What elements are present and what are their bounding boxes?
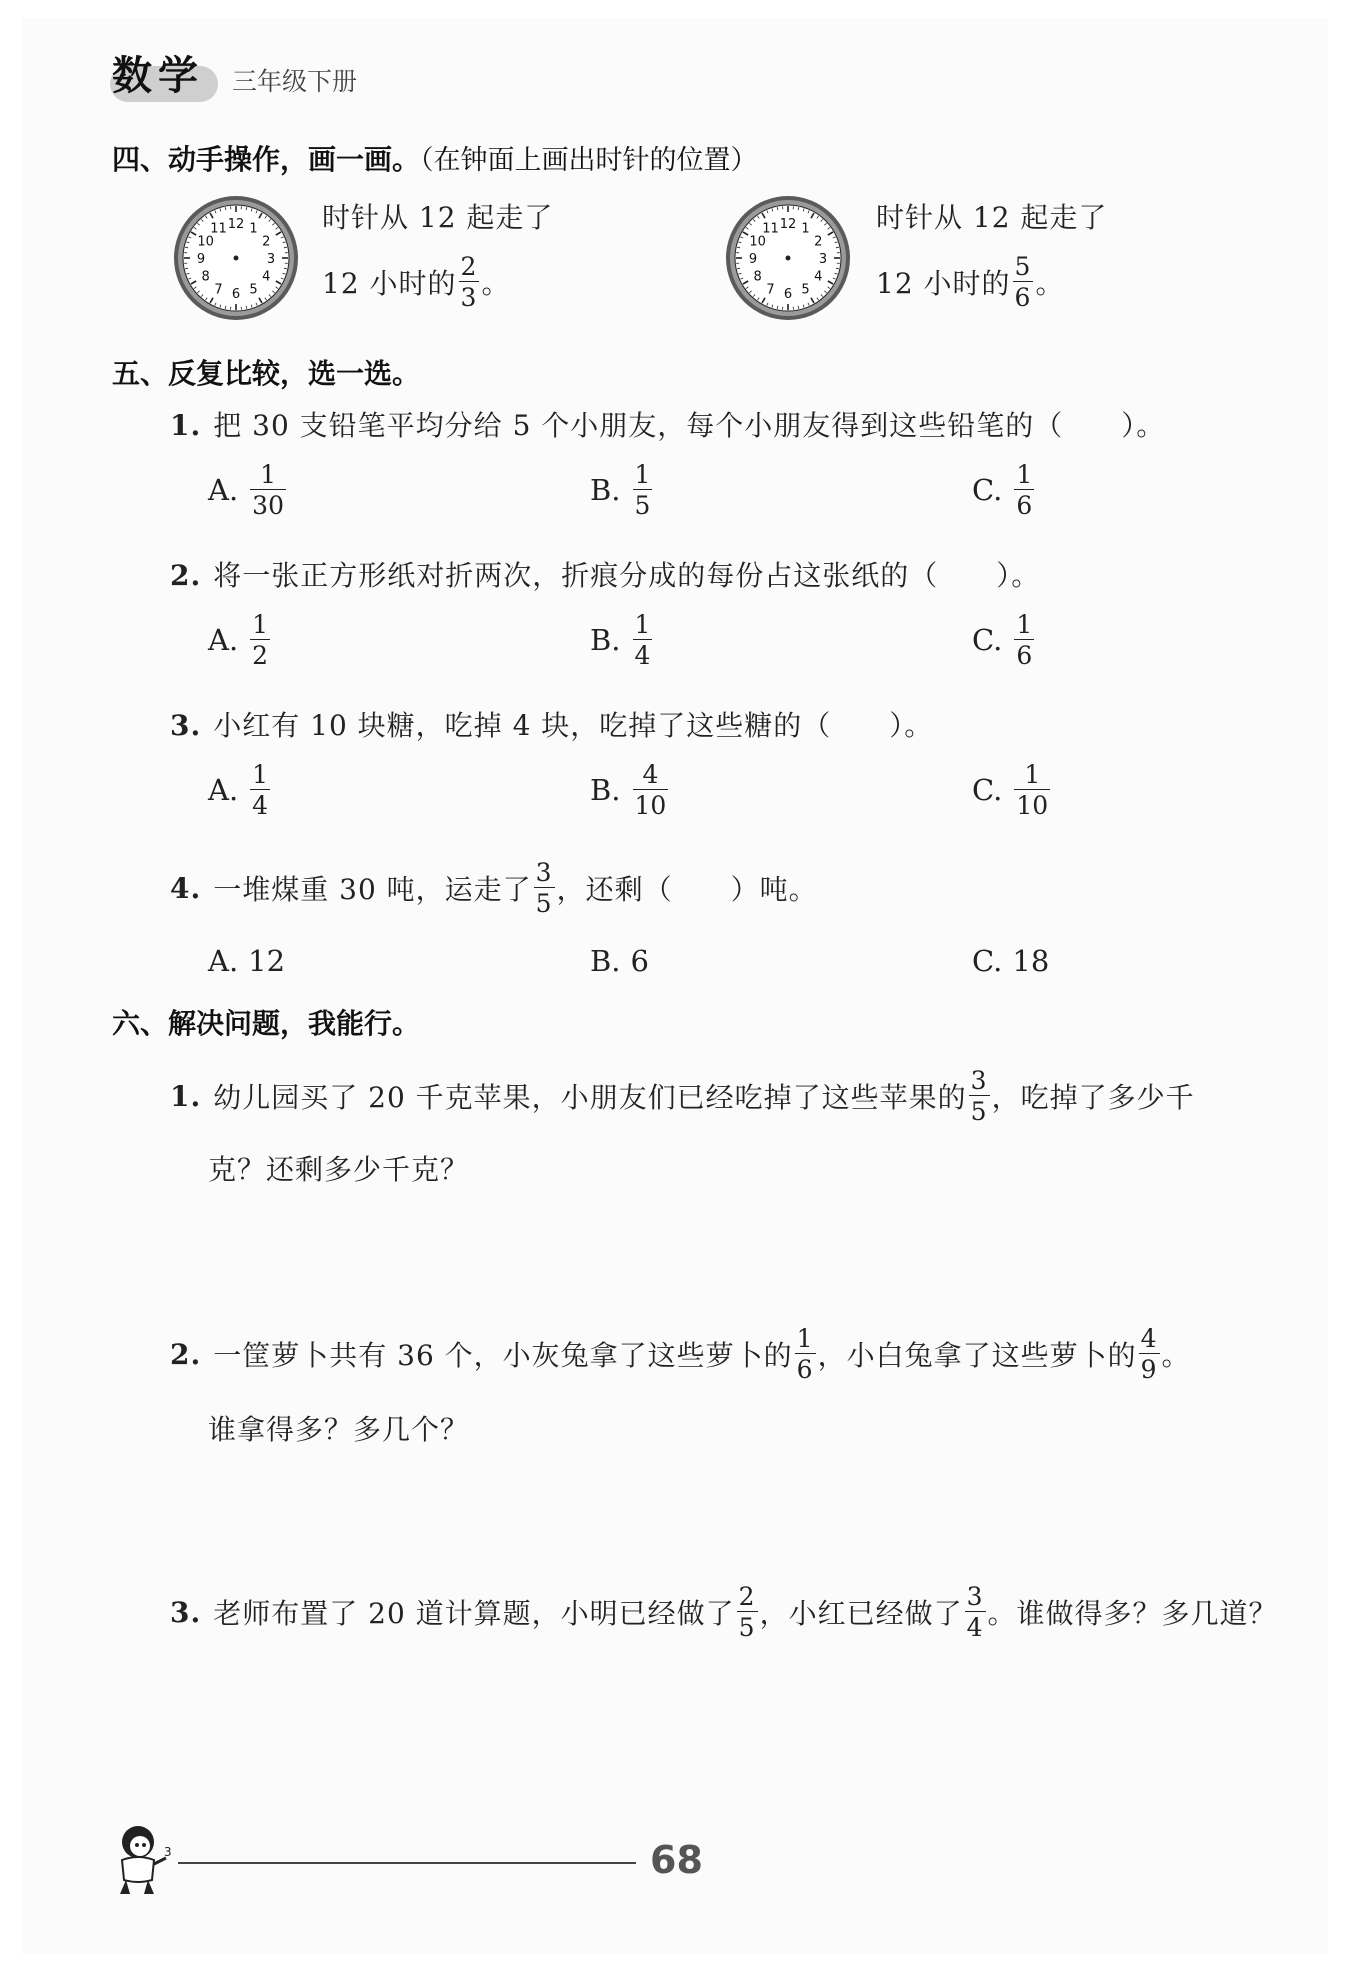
numerator: 1 bbox=[252, 610, 269, 639]
problem-text-after: 。谁做得多？多几道？ bbox=[987, 1597, 1278, 1630]
denominator: 4 bbox=[252, 791, 269, 820]
question-number: 2. bbox=[170, 559, 202, 592]
clock-face-1[interactable] bbox=[170, 192, 302, 324]
fraction bbox=[633, 762, 669, 818]
footer-rule bbox=[178, 1862, 636, 1864]
denominator: 5 bbox=[634, 491, 651, 520]
clock-1-line2 bbox=[322, 254, 510, 310]
answer-area-1[interactable] bbox=[170, 1200, 1270, 1300]
option-label: B. bbox=[590, 773, 621, 807]
problem-2-line2: 谁拿得多？多几个？ bbox=[208, 1413, 470, 1446]
numerator: 2 bbox=[738, 1582, 756, 1611]
question-1 bbox=[170, 404, 1165, 444]
problem-number: 3. bbox=[170, 1595, 202, 1629]
problem-text-after: 。 bbox=[1161, 1339, 1191, 1372]
subject-title: 数学 bbox=[112, 53, 204, 99]
question-text-after: ，还剩（ ）吨。 bbox=[556, 873, 818, 906]
q3-option-b[interactable] bbox=[590, 762, 670, 818]
option-label: C. bbox=[972, 944, 1003, 978]
fraction bbox=[965, 1584, 986, 1640]
numerator: 5 bbox=[1014, 252, 1032, 281]
question-4 bbox=[170, 860, 818, 916]
q2-option-b[interactable] bbox=[590, 612, 654, 668]
option-label: C. bbox=[972, 623, 1003, 657]
fraction bbox=[459, 254, 480, 310]
clock-number: 9 bbox=[748, 252, 758, 267]
option-label: B. bbox=[590, 623, 621, 657]
problem-text-mid: ，小白兔拿了这些萝卜的 bbox=[817, 1339, 1137, 1372]
option-value: 6 bbox=[630, 944, 649, 978]
question-2 bbox=[170, 554, 1040, 594]
fraction bbox=[250, 612, 270, 668]
problem-3 bbox=[170, 1584, 1278, 1640]
question-number: 3. bbox=[170, 709, 202, 742]
denominator: 3 bbox=[460, 283, 478, 312]
clock-number: 3 bbox=[818, 252, 828, 267]
problem-number: 1. bbox=[170, 1079, 202, 1113]
clock-number: 10 bbox=[749, 234, 766, 250]
clock-number: 5 bbox=[249, 282, 258, 298]
problem-1-line2: 克？还剩多少千克？ bbox=[208, 1153, 470, 1186]
q1-option-b[interactable] bbox=[590, 462, 654, 518]
clock-number: 12 bbox=[779, 217, 797, 232]
option-label: A. bbox=[208, 473, 239, 507]
question-text-before: 一堆煤重 30 吨，运走了 bbox=[213, 873, 532, 906]
problem-text-before: 老师布置了 20 道计算题，小明已经做了 bbox=[213, 1597, 735, 1630]
fraction bbox=[737, 1584, 758, 1640]
fraction bbox=[969, 1068, 990, 1124]
clock-number: 4 bbox=[814, 269, 823, 285]
clock-number: 11 bbox=[762, 221, 779, 237]
q4-option-c[interactable] bbox=[972, 944, 1049, 978]
problem-text-before: 幼儿园买了 20 千克苹果，小朋友们已经吃掉了这些苹果的 bbox=[213, 1081, 967, 1114]
clock-number: 8 bbox=[753, 269, 762, 285]
fraction bbox=[1139, 1326, 1160, 1382]
denominator: 6 bbox=[1014, 283, 1032, 312]
clock-face-2[interactable] bbox=[722, 192, 854, 324]
problem-2 bbox=[170, 1326, 1191, 1382]
q1-option-c[interactable] bbox=[972, 462, 1036, 518]
problem-text-mid: ，小红已经做了 bbox=[759, 1597, 963, 1630]
clock-number: 5 bbox=[801, 282, 810, 298]
clock-number: 8 bbox=[201, 269, 210, 285]
numerator: 1 bbox=[634, 460, 651, 489]
numerator: 3 bbox=[966, 1582, 984, 1611]
question-text: 把 30 支铅笔平均分给 5 个小朋友，每个小朋友得到这些铅笔的（ ）。 bbox=[213, 409, 1166, 442]
q2-option-c[interactable] bbox=[972, 612, 1036, 668]
denominator: 6 bbox=[1016, 491, 1033, 520]
clock-number: 6 bbox=[231, 287, 241, 302]
fraction bbox=[250, 462, 286, 518]
option-label: C. bbox=[972, 773, 1003, 807]
denominator: 5 bbox=[970, 1097, 988, 1126]
fraction bbox=[1014, 612, 1034, 668]
fraction bbox=[633, 462, 653, 518]
denominator: 6 bbox=[1016, 641, 1033, 670]
mascot-icon bbox=[108, 1820, 178, 1900]
clock-center bbox=[234, 256, 239, 261]
q4-option-a[interactable] bbox=[208, 944, 285, 978]
q1-option-a[interactable] bbox=[208, 462, 288, 518]
section-6-title: 六、解决问题，我能行。 bbox=[112, 1007, 421, 1040]
numerator: 4 bbox=[642, 760, 659, 789]
numerator: 4 bbox=[1140, 1324, 1158, 1353]
numerator: 1 bbox=[1016, 610, 1033, 639]
numerator: 1 bbox=[1024, 760, 1041, 789]
problem-text-before: 一筐萝卜共有 36 个，小灰兔拿了这些萝卜的 bbox=[213, 1339, 793, 1372]
q3-option-c[interactable] bbox=[972, 762, 1052, 818]
problem-number: 2. bbox=[170, 1337, 202, 1371]
numerator: 3 bbox=[535, 858, 553, 887]
question-number: 4. bbox=[170, 871, 202, 905]
clock-number: 7 bbox=[766, 282, 775, 298]
clock-number: 10 bbox=[197, 234, 214, 250]
option-label: A. bbox=[208, 623, 239, 657]
numerator: 1 bbox=[634, 610, 651, 639]
section-4-title: 四、动手操作，画一画。 bbox=[112, 143, 421, 176]
section-4-note: （在钟面上画出时针的位置） bbox=[420, 145, 758, 176]
question-text: 将一张正方形纸对折两次，折痕分成的每份占这张纸的（ ）。 bbox=[213, 559, 1041, 592]
answer-area-2[interactable] bbox=[170, 1460, 1270, 1560]
denominator: 9 bbox=[1140, 1355, 1158, 1384]
denominator: 30 bbox=[252, 491, 284, 520]
fraction bbox=[633, 612, 653, 668]
denominator: 2 bbox=[252, 641, 269, 670]
option-value: 18 bbox=[1012, 944, 1050, 978]
option-label: A. bbox=[208, 944, 239, 978]
fraction bbox=[1014, 462, 1034, 518]
denominator: 6 bbox=[796, 1355, 814, 1384]
denominator: 5 bbox=[738, 1613, 756, 1642]
clock-number: 7 bbox=[214, 282, 223, 298]
fraction bbox=[795, 1326, 816, 1382]
clock-number: 9 bbox=[196, 252, 206, 267]
clock-2-line1: 时针从 12 起走了 bbox=[876, 201, 1108, 234]
numerator: 1 bbox=[260, 460, 277, 489]
clock-center bbox=[786, 256, 791, 261]
q4-option-b[interactable] bbox=[590, 944, 649, 978]
q3-option-a[interactable] bbox=[208, 762, 272, 818]
denominator: 5 bbox=[535, 889, 553, 918]
denominator: 4 bbox=[966, 1613, 984, 1642]
fraction bbox=[1014, 762, 1050, 818]
fraction bbox=[250, 762, 270, 818]
clock-number: 3 bbox=[266, 252, 276, 267]
question-number: 1. bbox=[170, 409, 202, 442]
denominator: 4 bbox=[634, 641, 651, 670]
problem-text-after: ，吃掉了多少千 bbox=[991, 1081, 1195, 1114]
numerator: 3 bbox=[970, 1066, 988, 1095]
denominator: 10 bbox=[634, 791, 667, 820]
clock-2-suffix: 。 bbox=[1035, 267, 1065, 300]
option-label: C. bbox=[972, 473, 1003, 507]
question-text: 小红有 10 块糖，吃掉 4 块，吃掉了这些糖的（ ）。 bbox=[213, 709, 934, 742]
clock-1-suffix: 。 bbox=[481, 267, 511, 300]
clock-2-line2 bbox=[876, 254, 1064, 310]
clock-1-prefix: 12 小时的 bbox=[322, 267, 457, 300]
clock-number: 4 bbox=[262, 269, 271, 285]
option-label: B. bbox=[590, 944, 621, 978]
numerator: 1 bbox=[252, 760, 269, 789]
page-number: 68 bbox=[650, 1838, 703, 1882]
numerator: 1 bbox=[796, 1324, 814, 1353]
denominator: 10 bbox=[1016, 791, 1049, 820]
clock-2-prefix: 12 小时的 bbox=[876, 267, 1011, 300]
option-label: A. bbox=[208, 773, 239, 807]
clock-number: 1 bbox=[801, 221, 810, 237]
option-value: 12 bbox=[248, 944, 286, 978]
grade-label: 三年级下册 bbox=[232, 67, 358, 96]
clock-number: 1 bbox=[249, 221, 258, 237]
section-4-heading bbox=[112, 138, 758, 178]
clock-number: 11 bbox=[210, 221, 227, 237]
numerator: 1 bbox=[1016, 460, 1033, 489]
fraction bbox=[534, 860, 555, 916]
q2-option-a[interactable] bbox=[208, 612, 272, 668]
numerator: 2 bbox=[460, 252, 478, 281]
answer-area-3[interactable] bbox=[170, 1660, 1270, 1800]
clock-number: 2 bbox=[262, 234, 271, 250]
section-5-title: 五、反复比较，选一选。 bbox=[112, 357, 421, 390]
clock-1-line1: 时针从 12 起走了 bbox=[322, 201, 554, 234]
clock-number: 6 bbox=[783, 287, 793, 302]
clock-number: 2 bbox=[814, 234, 823, 250]
question-3 bbox=[170, 704, 933, 744]
fraction bbox=[1013, 254, 1034, 310]
problem-1 bbox=[170, 1068, 1195, 1124]
option-label: B. bbox=[590, 473, 621, 507]
clock-number: 12 bbox=[227, 217, 245, 232]
svg-text:3: 3 bbox=[164, 1845, 172, 1859]
